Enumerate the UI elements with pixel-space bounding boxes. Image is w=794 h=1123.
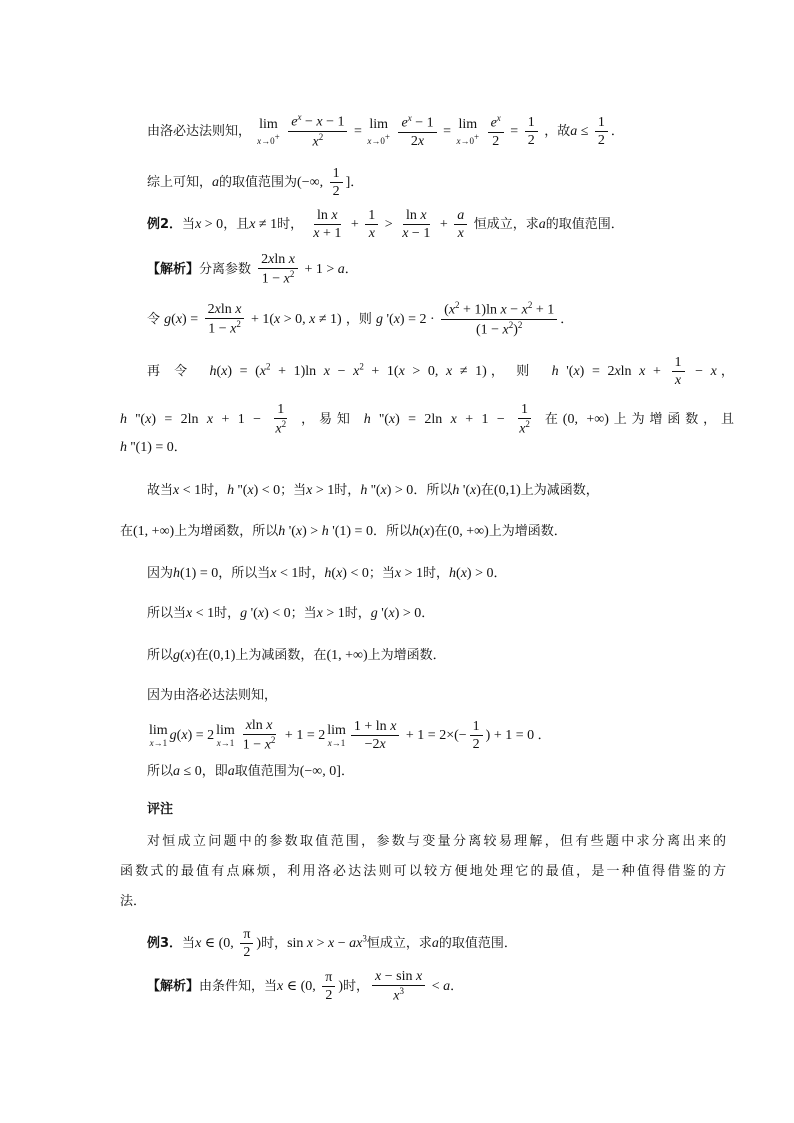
line-lhopital-limit: 由洛必达法则知， lim x→0+ $\frac{e^x - x - 1}{x^2}$ = lim x→0+ $\frac{e^x - 1}{2x}$ = lim x→0+ $\frac{e^x}{2}$ = $\frac{1}{2}$ ，故a ≤ $\frac{1}{2}$ ． (147, 112, 624, 150)
solution-separate-parameter: 【解析】分离参数 $\frac{\text{2xln x}}{1 - x^2}$ + 1 > a． (147, 252, 358, 288)
line-second-derivative: h ''(x) = 2ln x + 1 − $\frac{1}{x^2}$ ，易知 h ''(x) = 2ln x + 1 − $\frac{1}{x^2}$ 在(0, +∞)上为增函数，且 (120, 402, 734, 438)
example-2-statement: 例2．当x > 0，且x ≠ 1时， $\frac{\text{ln x}}{x + 1}$ + $\frac{1}{x}$ > $\frac{\text{ln x}}{x - 1}$ + $\frac{a}{x}$ 恒成立，求a的取值范围． (147, 208, 624, 242)
line-result-range: 所以a ≤ 0，即a取值范围为(−∞, 0]． (147, 764, 354, 779)
line-g-prime-sign: 所以当x < 1时，g '(x) < 0；当x > 1时，g '(x) > 0． (147, 606, 435, 621)
example-3-solution: 【解析】由条件知，当x ∈ (0, $\frac{\pi}{2}$ )时， $\frac{\text{x − sin x}}{x^3}$ < a． (147, 969, 464, 1005)
example-3-statement: 例3．当x ∈ (0, $\frac{\pi}{2}$ )时，$\sin x > x - ax^3$恒成立，求a的取值范围． (147, 927, 517, 961)
line-conclusion-range: 综上可知，a的取值范围为(−∞, $\frac{1}{2}$ ]． (147, 166, 364, 200)
line-g-limit: lim x→1 g(x) = 2 lim x→1 $\frac{\text{xln x}}{1 - x^2}$ + 1 = 2 lim x→1 $\frac{\text{1 + ln x}}{-2x}$ + 1 = 2×(− $\frac{1}{2}$ ) + 1 = 0 ． (149, 718, 551, 754)
comment-heading: 评注 (147, 802, 174, 817)
line-monotonic-h1: 故当x < 1时，h ''(x) < 0；当x > 1时，h ''(x) > 0．所以h '(x)在(0,1)上为减函数， (147, 483, 599, 498)
line-h2-at-one: h ''(1) = 0． (120, 440, 187, 455)
comment-line-2: 函数式的最值有点麻烦，利用洛必达法则可以较方便地处理它的最值，是一种值得借鉴的方 (120, 864, 726, 879)
line-h-sign: 因为h(1) = 0，所以当x < 1时，h(x) < 0；当x > 1时，h(x) > 0． (147, 566, 507, 581)
comment-line-3: 法． (120, 894, 147, 909)
line-by-lhopital: 因为由洛必达法则知， (147, 688, 278, 703)
line-g-monotonic: 所以g(x)在(0,1)上为减函数，在(1, +∞)上为增函数． (147, 648, 446, 663)
comment-line-1: 对恒成立问题中的参数取值范围，参数与变量分离较易理解，但有些题中求分离出来的 (147, 834, 726, 849)
line-define-g: 令 g(x) = $\frac{\text{2xln x}}{1 - x^2}$ + 1(x > 0, x ≠ 1) ，则 g '(x) = 2 · $\frac{(x^2 + 1)\ln x - x^2 + 1}{(1 - x^2)^2}$ ． (147, 300, 574, 338)
line-monotonic-h: 在(1, +∞)上为增函数，所以h '(x) > h '(1) = 0．所以h(x)在(0, +∞)上为增函数． (120, 524, 567, 539)
line-define-h: 再令 $h(x) = (x^2 + 1)\ln$ $x - x^2 + 1(x > 0$, x ≠ 1)， 则 h '(x) = 2xln x + $\frac{1}{x}$ − x， (147, 355, 734, 389)
